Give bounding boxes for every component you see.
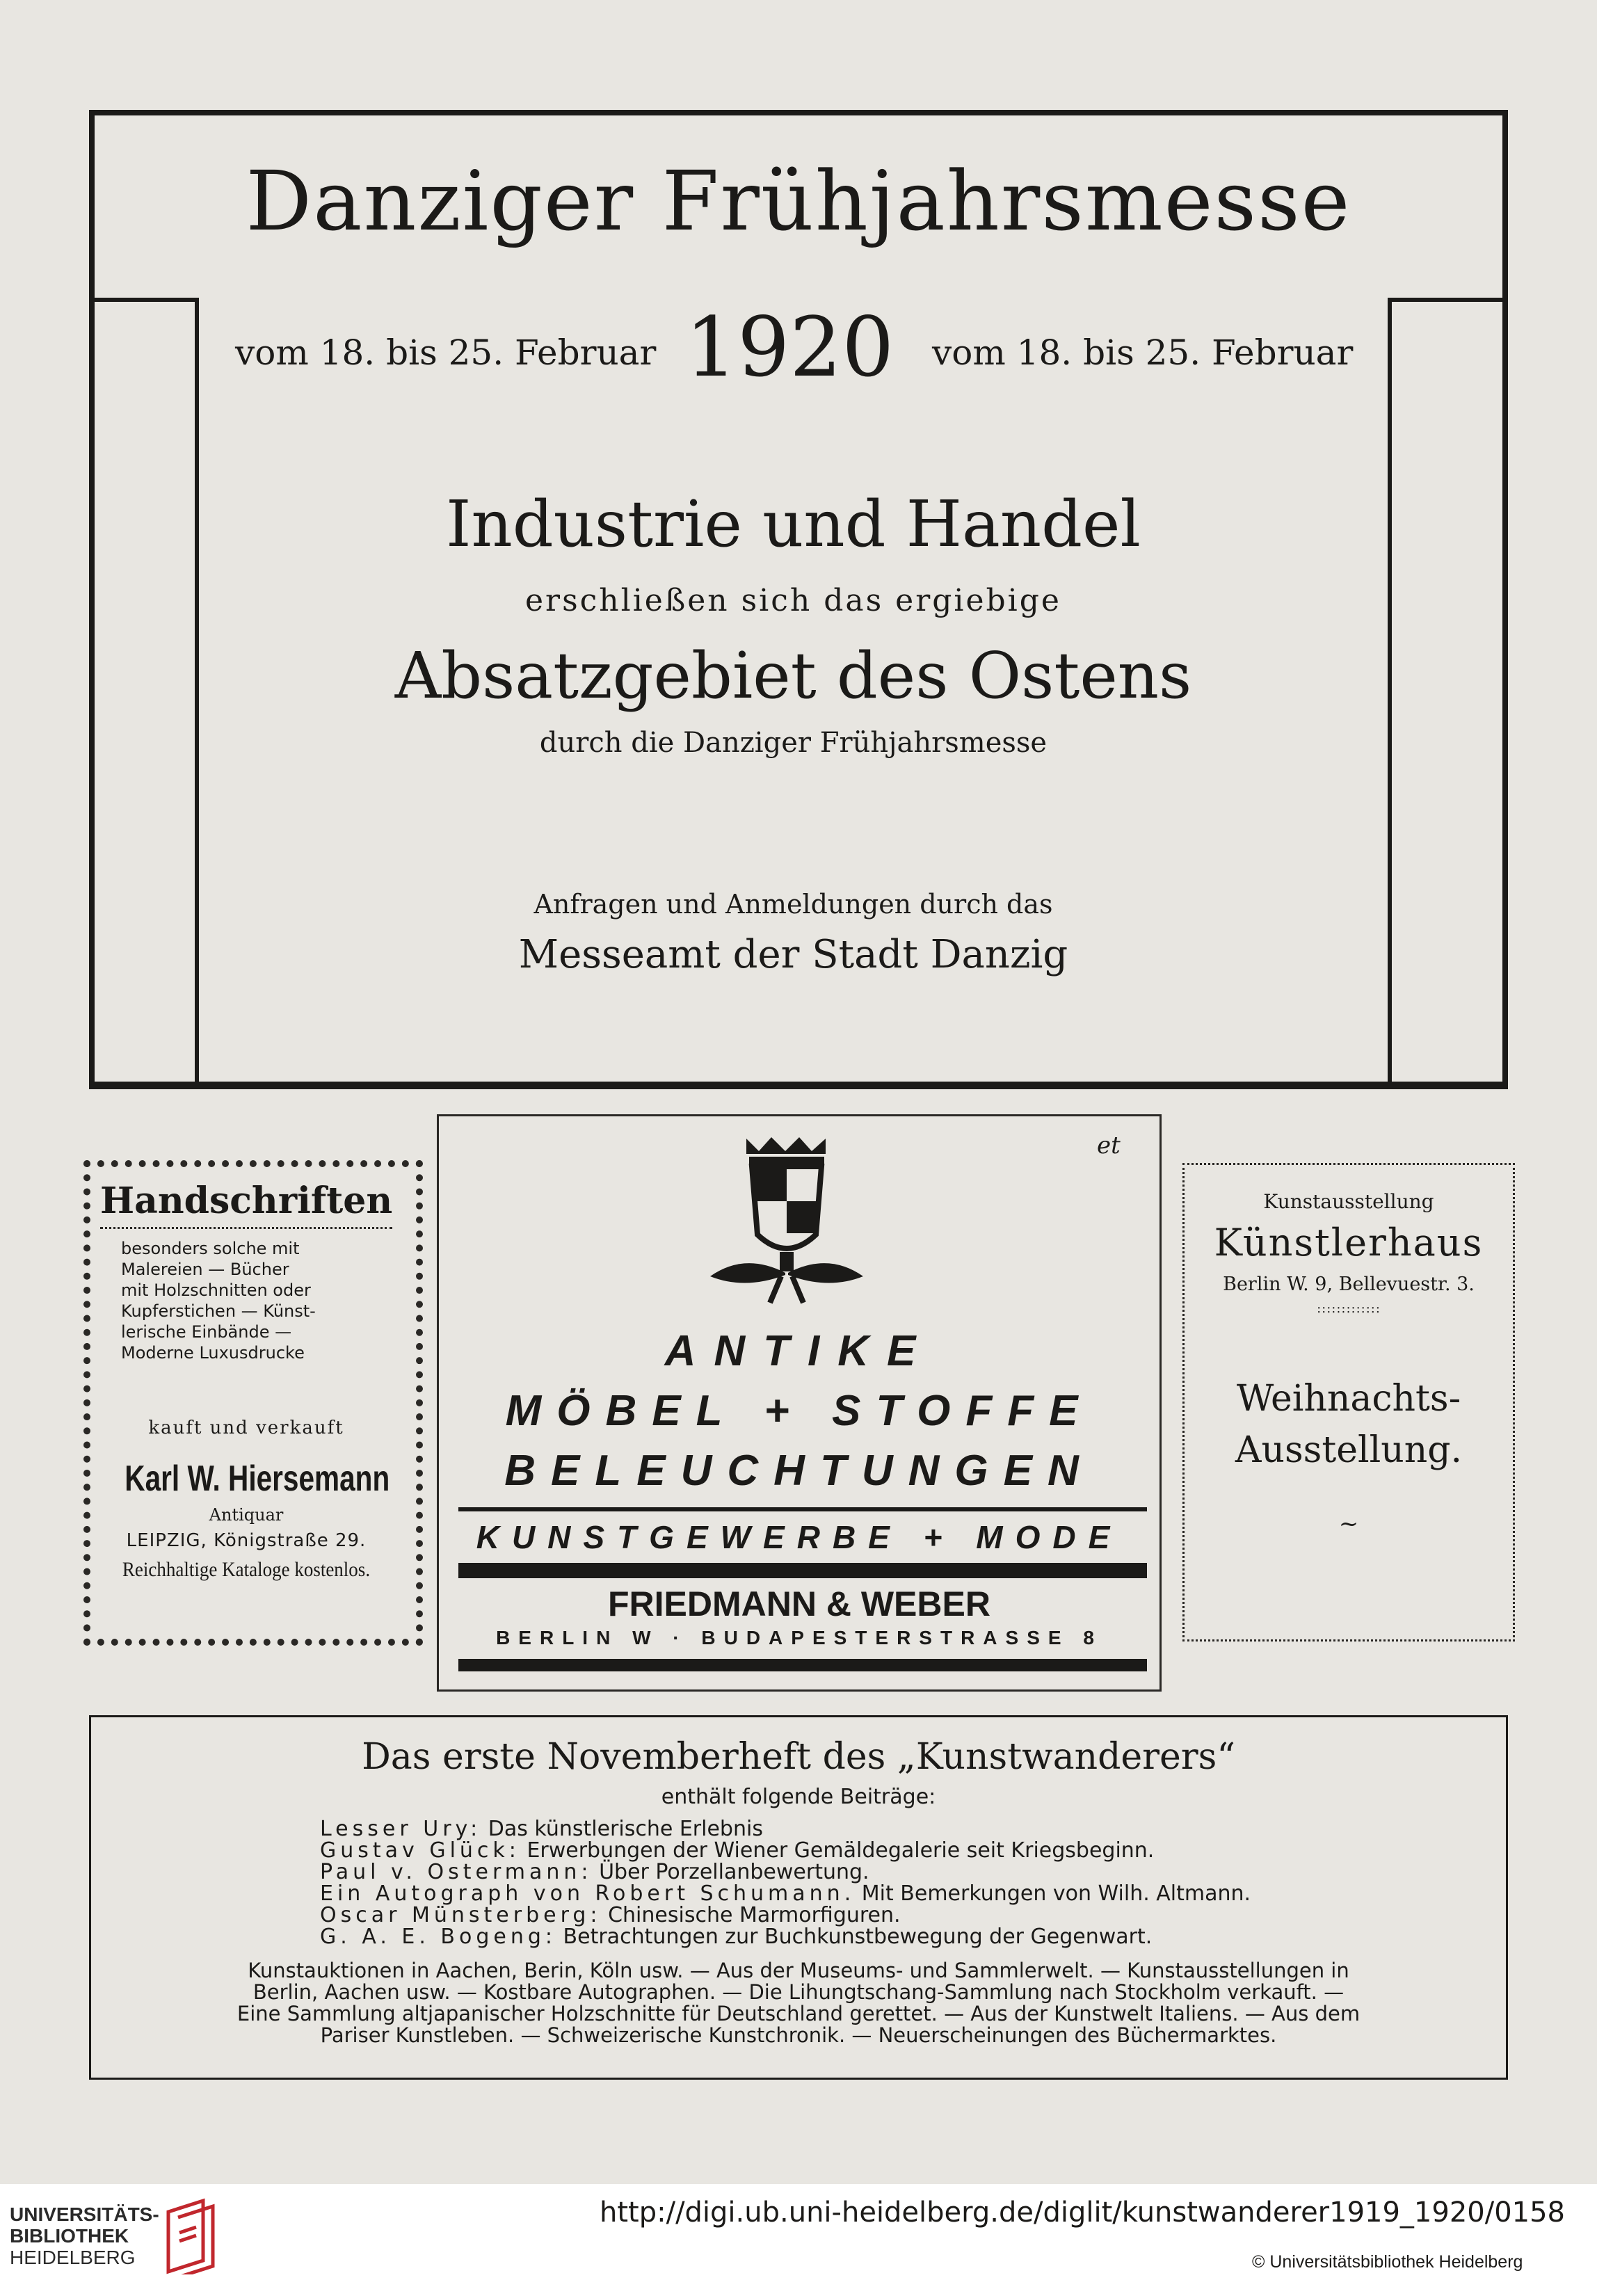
company-name: FRIEDMANN & WEBER xyxy=(608,1584,990,1623)
line-crafts-fashion: KUNSTGEWERBE + MODE xyxy=(476,1519,1123,1555)
summary-line: Pariser Kunstleben. — Schweizerische Kunstchronik. — Neuerscheinungen des Büchermarktes. xyxy=(320,2023,1277,2047)
logo-line: HEIDELBERG xyxy=(10,2247,136,2268)
bracket-right-vertical xyxy=(1388,298,1392,1085)
frame-bottom xyxy=(89,1084,1508,1089)
body-line: Malereien — Bücher xyxy=(121,1260,289,1279)
dealer-role: Antiquar xyxy=(209,1505,284,1525)
article-item xyxy=(320,1904,1433,1926)
venue-name: Künstlerhaus xyxy=(1214,1221,1484,1265)
article-author: Lesser Ury: xyxy=(320,1817,482,1841)
heading-market: Absatzgebiet des Ostens xyxy=(394,639,1192,713)
article-author: G. A. E. Bogeng: xyxy=(320,1925,557,1949)
article-item xyxy=(320,1926,1433,1948)
article-title: Das künstlerische Erlebnis xyxy=(481,1817,763,1841)
frame-top xyxy=(89,110,1508,115)
bracket-right-top xyxy=(1388,298,1508,302)
venue-address: Berlin W. 9, Bellevuestr. 3. xyxy=(1223,1274,1475,1295)
line-lighting: BELEUCHTUNGEN xyxy=(504,1447,1094,1495)
event-line-1: Weihnachts- xyxy=(1236,1378,1461,1420)
friedmann-weber-advertisement xyxy=(437,1114,1162,1692)
article-title: Chinesische Marmorfiguren. xyxy=(601,1903,901,1927)
buys-sells: kauft und verkauft xyxy=(148,1418,344,1438)
kuenstlerhaus-advertisement xyxy=(1182,1163,1515,1641)
article-title: Über Porzellanbewertung. xyxy=(592,1860,869,1884)
office-line: Messeamt der Stadt Danzig xyxy=(518,932,1068,977)
ornament-dots: ::::::::::::: xyxy=(1317,1301,1381,1316)
rule-1 xyxy=(458,1507,1147,1511)
heading-industry: Industrie und Handel xyxy=(446,487,1141,561)
dealer-address: LEIPZIG, Königstraße 29. xyxy=(126,1530,367,1551)
article-list xyxy=(320,1818,1433,1948)
article-author: Gustav Glück: xyxy=(320,1838,520,1863)
dealer-name: Karl W. Hiersemann xyxy=(125,1459,390,1499)
body-line: besonders solche mit xyxy=(121,1239,300,1258)
hiersemann-body xyxy=(121,1238,385,1363)
ornament-flourish: ~ xyxy=(1338,1510,1359,1538)
frame-left xyxy=(89,110,95,1089)
summary-line: Berlin, Aachen usw. — Kostbare Autographen. — Die Lihungtschang-Sammlung nach Stockholm verkauft. — xyxy=(252,1980,1345,2004)
summary-paragraph xyxy=(111,1960,1486,2046)
inquiry-line: Anfragen und Anmeldungen durch das xyxy=(533,889,1053,920)
article-item xyxy=(320,1861,1433,1883)
article-author: Paul v. Ostermann: xyxy=(320,1860,593,1884)
body-line: Moderne Luxusdrucke xyxy=(121,1343,305,1363)
rule-3 xyxy=(458,1659,1147,1671)
subline-2: durch die Danziger Frühjahrsmesse xyxy=(539,727,1048,759)
box-bottom xyxy=(89,2078,1508,2080)
year: 1920 xyxy=(685,299,894,395)
title-divider xyxy=(100,1227,392,1229)
article-item xyxy=(320,1840,1433,1861)
logo-line: UNIVERSITÄTS- xyxy=(10,2203,159,2225)
manuscripts-title: Handschriften xyxy=(100,1180,393,1222)
summary-line: Eine Sammlung altjapanischer Holzschnitte für Deutschland gerettet. — Aus der Kunstwelt Italiens. — Aus dem xyxy=(236,2002,1361,2025)
body-line: Kupferstichen — Künst- xyxy=(121,1301,316,1321)
crowned-shield-lamp-icon xyxy=(703,1130,870,1311)
issue-title: Das erste Novemberheft des „Kunstwanderers“ xyxy=(362,1736,1235,1778)
bracket-left-top xyxy=(89,298,199,302)
article-title: Erwerbungen der Wiener Gemäldegalerie seit Kriegsbeginn. xyxy=(520,1838,1155,1863)
event-line-2: Ausstellung. xyxy=(1235,1429,1463,1471)
article-title: Mit Bemerkungen von Wilh. Altmann. xyxy=(855,1881,1251,1906)
library-logo-icon xyxy=(161,2198,224,2274)
library-footer xyxy=(0,2184,1597,2296)
issue-subtitle: enthält folgende Beiträge: xyxy=(661,1785,936,1809)
logo-line: BIBLIOTHEK xyxy=(10,2225,129,2247)
frame-bottom-inner xyxy=(89,1082,1508,1084)
article-item xyxy=(320,1818,1433,1840)
library-logo-text xyxy=(10,2203,159,2268)
body-line: mit Holzschnitten oder xyxy=(121,1281,311,1300)
body-line: lerische Einbände — xyxy=(121,1322,292,1342)
catalog-note: Reichhaltige Kataloge kostenlos. xyxy=(122,1558,371,1581)
box-top xyxy=(89,1715,1508,1717)
article-title: Betrachtungen zur Buchkunstbewegung der Gegenwart. xyxy=(556,1925,1153,1949)
artist-monogram: et xyxy=(1097,1132,1121,1159)
rule-2 xyxy=(458,1563,1147,1578)
dates-right: vom 18. bis 25. Februar xyxy=(932,332,1354,373)
exhibition-label: Kunstausstellung xyxy=(1263,1190,1434,1213)
frame-right xyxy=(1502,110,1508,1089)
line-furniture-fabrics: MÖBEL + STOFFE xyxy=(505,1387,1093,1435)
summary-line: Kunstauktionen in Aachen, Berin, Köln usw. — Aus der Museums- und Sammlerwelt. — Kunstausstellungen in xyxy=(248,1959,1349,1982)
fair-title: Danziger Frühjahrsmesse xyxy=(246,153,1351,249)
company-address: BERLIN W · BUDAPESTERSTRASSE 8 xyxy=(496,1627,1102,1648)
copyright-notice: © Universitätsbibliothek Heidelberg xyxy=(1252,2252,1523,2272)
subline-1: erschließen sich das ergiebige xyxy=(525,583,1061,618)
hiersemann-advertisement xyxy=(83,1160,423,1646)
article-author: Ein Autograph von Robert Schumann. xyxy=(320,1881,856,1906)
article-item xyxy=(320,1883,1433,1904)
article-author: Oscar Münsterberg: xyxy=(320,1903,602,1927)
dates-left: vom 18. bis 25. Februar xyxy=(235,332,657,373)
line-antique: ANTIKE xyxy=(664,1327,934,1375)
permalink-url[interactable]: http://digi.ub.uni-heidelberg.de/diglit/kunstwanderer1919_1920/0158 xyxy=(600,2197,1565,2229)
